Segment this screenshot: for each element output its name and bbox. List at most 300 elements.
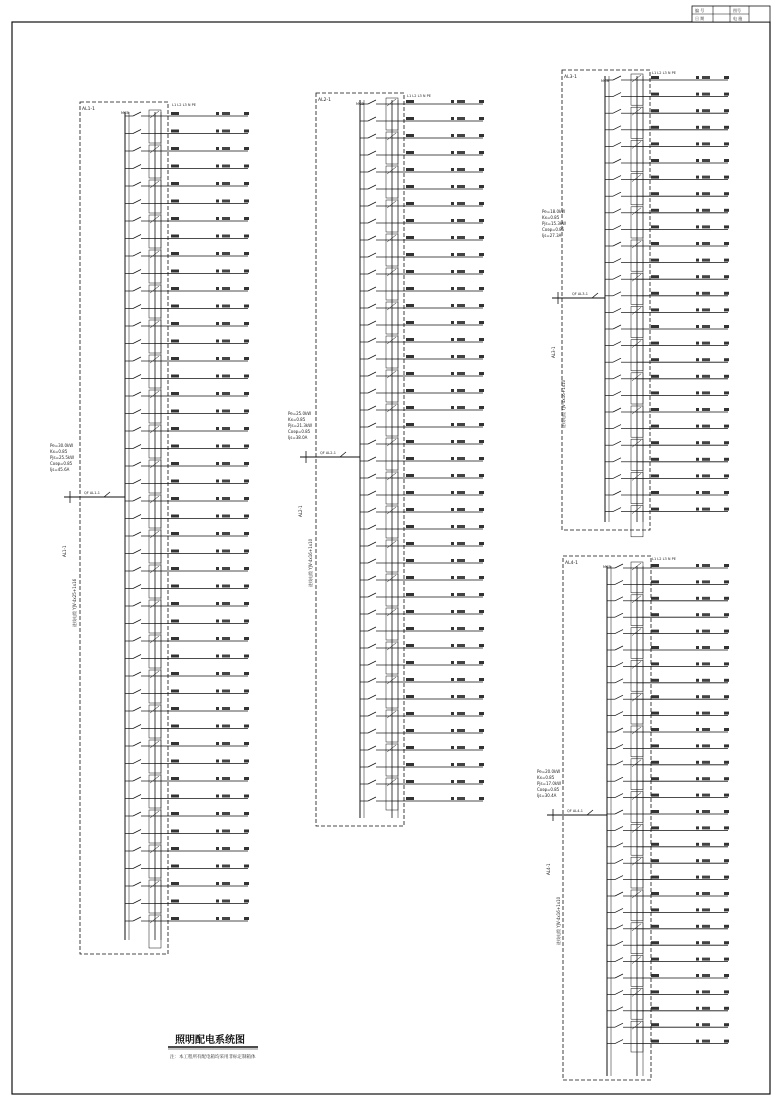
circuit-row	[360, 219, 484, 223]
usage-mark	[244, 235, 249, 238]
circuit-number-mark	[651, 76, 659, 79]
rcd-contact	[387, 609, 396, 616]
circuit-row	[607, 660, 729, 691]
load-mark	[222, 900, 230, 903]
load-mark	[702, 1007, 710, 1010]
rcd-contact	[632, 989, 641, 996]
usage-mark	[244, 900, 249, 903]
load-mark	[702, 712, 710, 715]
bus-header: L1 L2 L3 N PE	[172, 103, 196, 107]
load-mark	[702, 126, 710, 129]
breaker-contact	[133, 812, 141, 816]
circuit-number-mark	[651, 408, 659, 411]
breaker-contact	[615, 876, 623, 880]
phase-mark	[451, 542, 454, 545]
breaker-contact	[615, 1040, 623, 1044]
load-mark	[702, 142, 710, 145]
usage-mark	[724, 630, 729, 633]
usage-mark	[724, 159, 729, 162]
circuit-number-mark	[406, 202, 414, 205]
circuit-number-mark	[406, 372, 414, 375]
circuit-number-mark	[171, 200, 179, 203]
phase-mark	[696, 613, 699, 616]
breaker-contact	[613, 342, 621, 346]
usage-mark	[724, 93, 729, 96]
circuit-number-mark	[651, 1023, 659, 1026]
phase-mark	[696, 192, 699, 195]
breaker-contact	[133, 462, 141, 466]
phase-mark	[216, 480, 219, 483]
usage-mark	[479, 712, 484, 715]
breaker-contact	[613, 375, 621, 379]
drawing-subtitle: 注：本工程所有配电箱均采用非标定制箱体	[170, 1055, 256, 1060]
breaker-contact	[133, 480, 141, 484]
circuit-number-mark	[406, 440, 414, 443]
rcd-contact	[387, 201, 396, 208]
load-mark	[457, 525, 465, 528]
breaker-contact	[615, 794, 623, 798]
usage-mark	[244, 847, 249, 850]
rcd-contact	[632, 661, 641, 668]
rcd-contact	[632, 473, 641, 480]
load-mark	[702, 342, 710, 345]
breaker-contact	[615, 974, 623, 978]
rcd-contact	[632, 694, 641, 701]
rcd-contact	[387, 711, 396, 718]
rcd-contact	[387, 133, 396, 140]
phase-mark	[451, 100, 454, 103]
title-block	[692, 6, 770, 22]
phase-mark	[451, 627, 454, 630]
breaker-contact	[613, 76, 621, 80]
breaker-contact	[368, 712, 376, 716]
rcd-contact	[387, 507, 396, 514]
circuit-row	[605, 93, 729, 97]
load-mark	[457, 202, 465, 205]
breaker-contact	[368, 746, 376, 750]
circuit-number-mark	[651, 712, 659, 715]
rcd-contact	[150, 181, 159, 188]
phase-mark	[451, 644, 454, 647]
breaker-contact	[133, 917, 141, 921]
circuit-row	[125, 355, 249, 388]
phase-mark	[451, 321, 454, 324]
load-mark	[702, 159, 710, 162]
usage-mark	[244, 182, 249, 185]
circuit-number-mark	[651, 679, 659, 682]
circuit-row	[360, 268, 484, 300]
breaker-contact	[133, 620, 141, 624]
load-mark	[702, 794, 710, 797]
circuit-number-mark	[651, 564, 659, 567]
rcd-contact	[632, 507, 641, 514]
main-switch-label: QF AL4-1	[567, 809, 583, 813]
circuit-number-mark	[651, 308, 659, 311]
circuit-row	[125, 845, 249, 878]
phase-mark	[696, 308, 699, 311]
breaker-contact	[368, 423, 376, 427]
usage-mark	[479, 695, 484, 698]
load-mark	[457, 423, 465, 426]
load-mark	[222, 252, 230, 255]
usage-mark	[724, 712, 729, 715]
breaker-contact	[615, 990, 623, 994]
circuit-row	[125, 130, 249, 134]
circuit-row	[607, 628, 729, 659]
circuit-row	[360, 506, 484, 538]
usage-mark	[479, 746, 484, 749]
circuit-number-mark	[406, 270, 414, 273]
breaker-contact	[615, 843, 623, 847]
load-mark	[222, 550, 230, 553]
circuit-row	[607, 1007, 729, 1011]
breaker-contact	[133, 830, 141, 834]
usage-mark	[244, 165, 249, 168]
usage-mark	[724, 1007, 729, 1010]
circuit-number-mark	[171, 322, 179, 325]
breaker-contact	[133, 305, 141, 309]
load-mark	[222, 847, 230, 850]
panel-vertical-id: AL3-1	[551, 346, 556, 358]
breaker-contact	[368, 304, 376, 308]
phase-mark	[216, 690, 219, 693]
load-mark	[457, 678, 465, 681]
usage-mark	[244, 795, 249, 798]
rcd-contact	[387, 371, 396, 378]
breaker-contact	[133, 882, 141, 886]
circuit-number-mark	[171, 725, 179, 728]
main-switch	[592, 293, 598, 298]
breaker-contact	[613, 325, 621, 329]
breaker-contact	[368, 389, 376, 393]
circuit-number-mark	[406, 780, 414, 783]
phase-mark	[451, 134, 454, 137]
circuit-number-mark	[651, 810, 659, 813]
breaker-contact	[368, 372, 376, 376]
circuit-row	[605, 259, 729, 263]
bus-header: L1 L2 L3 N PE	[652, 71, 676, 75]
usage-mark	[244, 777, 249, 780]
circuit-number-mark	[171, 585, 179, 588]
phase-mark	[216, 865, 219, 868]
phase-mark	[451, 508, 454, 511]
breaker-contact	[133, 777, 141, 781]
usage-mark	[244, 655, 249, 658]
phase-mark	[451, 525, 454, 528]
panel-AL4-1	[537, 556, 729, 1080]
rcd-contact	[150, 426, 159, 433]
usage-mark	[244, 725, 249, 728]
circuit-number-mark	[406, 593, 414, 596]
breaker-contact	[368, 355, 376, 359]
usage-mark	[479, 406, 484, 409]
circuit-row	[605, 240, 729, 271]
breaker-contact	[368, 474, 376, 478]
load-mark	[457, 372, 465, 375]
main-switch	[340, 452, 346, 457]
usage-mark	[244, 602, 249, 605]
breaker-contact	[133, 725, 141, 729]
panel-param: Pjs=21.3kW	[288, 423, 313, 428]
phase-mark	[451, 389, 454, 392]
circuit-number-mark	[171, 690, 179, 693]
load-mark	[457, 321, 465, 324]
phase-mark	[216, 882, 219, 885]
circuit-number-mark	[651, 275, 659, 278]
breaker-contact	[615, 744, 623, 748]
load-mark	[702, 580, 710, 583]
circuit-row	[360, 559, 484, 563]
circuit-row	[360, 234, 484, 266]
load-mark	[222, 777, 230, 780]
usage-mark	[724, 292, 729, 295]
phase-mark	[216, 777, 219, 780]
circuit-number-mark	[171, 480, 179, 483]
phase-mark	[216, 112, 219, 115]
load-mark	[702, 613, 710, 616]
circuit-number-mark	[406, 389, 414, 392]
circuit-number-mark	[171, 462, 179, 465]
circuit-row	[360, 763, 484, 767]
phase-mark	[216, 217, 219, 220]
usage-mark	[244, 375, 249, 378]
breaker-contact	[368, 253, 376, 257]
circuit-number-mark	[171, 130, 179, 133]
breaker-contact	[133, 585, 141, 589]
load-mark	[222, 392, 230, 395]
circuit-number-mark	[651, 630, 659, 633]
usage-mark	[724, 826, 729, 829]
phase-mark	[216, 182, 219, 185]
rcd-contact	[387, 473, 396, 480]
phase-mark	[216, 567, 219, 570]
panel-param: Pe=20.0kW	[537, 769, 561, 774]
circuit-number-mark	[406, 508, 414, 511]
breaker-contact	[615, 892, 623, 896]
circuit-number-mark	[651, 892, 659, 895]
breaker-contact	[133, 340, 141, 344]
load-mark	[702, 192, 710, 195]
usage-mark	[479, 185, 484, 188]
load-mark	[457, 780, 465, 783]
usage-mark	[479, 780, 484, 783]
usage-mark	[724, 810, 729, 813]
usage-mark	[244, 672, 249, 675]
breaker-contact	[133, 270, 141, 274]
rcd-contact	[632, 341, 641, 348]
panel-AL2-1	[288, 93, 484, 826]
circuit-row	[125, 215, 249, 248]
load-mark	[222, 235, 230, 238]
load-mark	[222, 147, 230, 150]
usage-mark	[724, 580, 729, 583]
usage-mark	[244, 217, 249, 220]
phase-mark	[696, 974, 699, 977]
phase-mark	[696, 342, 699, 345]
usage-mark	[479, 304, 484, 307]
usage-mark	[244, 252, 249, 255]
usage-mark	[479, 576, 484, 579]
title-cell-1: 编 号	[695, 8, 705, 13]
load-mark	[457, 576, 465, 579]
phase-mark	[451, 797, 454, 800]
usage-mark	[724, 225, 729, 228]
circuit-number-mark	[651, 142, 659, 145]
phase-mark	[451, 270, 454, 273]
circuit-row	[125, 305, 249, 309]
panel-param: Pjs=25.5kW	[50, 455, 75, 460]
phase-mark	[451, 559, 454, 562]
breaker-contact	[613, 292, 621, 296]
rcd-contact	[387, 405, 396, 412]
phase-mark	[696, 259, 699, 262]
circuit-row	[360, 336, 484, 368]
breaker-contact	[133, 795, 141, 799]
circuit-row	[360, 710, 484, 742]
usage-mark	[244, 515, 249, 518]
usage-mark	[724, 76, 729, 79]
circuit-row	[605, 174, 729, 205]
load-mark	[222, 882, 230, 885]
rcd-contact	[150, 566, 159, 573]
breaker-contact	[133, 130, 141, 134]
usage-mark	[724, 695, 729, 698]
circuit-number-mark	[171, 410, 179, 413]
usage-mark	[724, 192, 729, 195]
circuit-row	[360, 525, 484, 529]
circuit-number-mark	[651, 358, 659, 361]
usage-mark	[479, 423, 484, 426]
circuit-number-mark	[406, 729, 414, 732]
phase-mark	[216, 445, 219, 448]
circuit-row	[607, 890, 729, 921]
usage-mark	[724, 990, 729, 993]
circuit-number-mark	[651, 159, 659, 162]
usage-mark	[724, 613, 729, 616]
load-mark	[457, 134, 465, 137]
breaker-contact	[368, 151, 376, 155]
load-mark	[702, 826, 710, 829]
phase-mark	[451, 678, 454, 681]
load-mark	[702, 777, 710, 780]
circuit-row	[607, 824, 729, 855]
main-switch	[587, 810, 593, 815]
circuit-number-mark	[171, 252, 179, 255]
load-mark	[222, 637, 230, 640]
circuit-row	[607, 876, 729, 880]
breaker-contact	[133, 690, 141, 694]
load-mark	[702, 958, 710, 961]
drawing-title-group	[168, 1033, 258, 1060]
rcd-contact	[632, 208, 641, 215]
phase-mark	[696, 712, 699, 715]
breaker-contact	[133, 567, 141, 571]
usage-mark	[479, 457, 484, 460]
circuit-number-mark	[406, 457, 414, 460]
panel-id-label: AL4-1	[565, 561, 578, 566]
phase-mark	[451, 746, 454, 749]
circuit-number-mark	[171, 795, 179, 798]
circuit-number-mark	[171, 830, 179, 833]
phase-mark	[451, 712, 454, 715]
circuit-number-mark	[406, 525, 414, 528]
circuit-row	[360, 438, 484, 470]
circuit-number-mark	[651, 209, 659, 212]
circuit-row	[605, 207, 729, 238]
load-mark	[222, 445, 230, 448]
usage-mark	[724, 358, 729, 361]
phase-mark	[451, 338, 454, 341]
circuit-row	[605, 391, 729, 395]
circuit-row	[605, 192, 729, 196]
circuit-row	[125, 495, 249, 528]
panel-param: Cosφ=0.85	[50, 461, 73, 466]
breaker-contact	[368, 627, 376, 631]
circuit-number-mark	[171, 532, 179, 535]
breaker-contact	[368, 559, 376, 563]
breaker-contact	[133, 847, 141, 851]
phase-mark	[216, 532, 219, 535]
rcd-contact	[150, 111, 159, 118]
circuit-row	[125, 830, 249, 834]
usage-mark	[724, 441, 729, 444]
circuit-number-mark	[651, 958, 659, 961]
rcd-contact	[150, 356, 159, 363]
load-mark	[457, 610, 465, 613]
circuit-number-mark	[651, 176, 659, 179]
breaker-contact	[368, 644, 376, 648]
circuit-number-mark	[406, 406, 414, 409]
load-mark	[222, 532, 230, 535]
circuit-row	[360, 574, 484, 606]
phase-mark	[451, 729, 454, 732]
circuit-number-mark	[406, 661, 414, 664]
breaker-contact	[613, 192, 621, 196]
usage-mark	[479, 151, 484, 154]
usage-mark	[724, 679, 729, 682]
usage-mark	[724, 242, 729, 245]
circuit-number-mark	[651, 93, 659, 96]
phase-mark	[696, 777, 699, 780]
phase-mark	[696, 925, 699, 928]
usage-mark	[724, 925, 729, 928]
usage-mark	[244, 147, 249, 150]
phase-mark	[216, 515, 219, 518]
usage-mark	[479, 287, 484, 290]
circuit-row	[125, 795, 249, 799]
phase-mark	[216, 270, 219, 273]
panel-id-label: AL2-1	[318, 98, 331, 103]
circuit-row	[605, 140, 729, 171]
breaker-contact	[133, 637, 141, 641]
phase-mark	[696, 630, 699, 633]
incoming-cable-label: 进线电缆 YJV-4x16+1x10	[556, 896, 561, 945]
load-mark	[702, 176, 710, 179]
circuit-number-mark	[651, 580, 659, 583]
circuit-number-mark	[406, 236, 414, 239]
circuit-number-mark	[406, 474, 414, 477]
load-mark	[457, 355, 465, 358]
phase-mark	[216, 410, 219, 413]
phase-mark	[216, 900, 219, 903]
breaker-contact	[615, 564, 623, 568]
circuit-number-mark	[406, 287, 414, 290]
circuit-row	[360, 370, 484, 402]
usage-mark	[244, 427, 249, 430]
circuit-number-mark	[171, 375, 179, 378]
circuit-number-mark	[406, 321, 414, 324]
breaker-contact	[613, 474, 621, 478]
